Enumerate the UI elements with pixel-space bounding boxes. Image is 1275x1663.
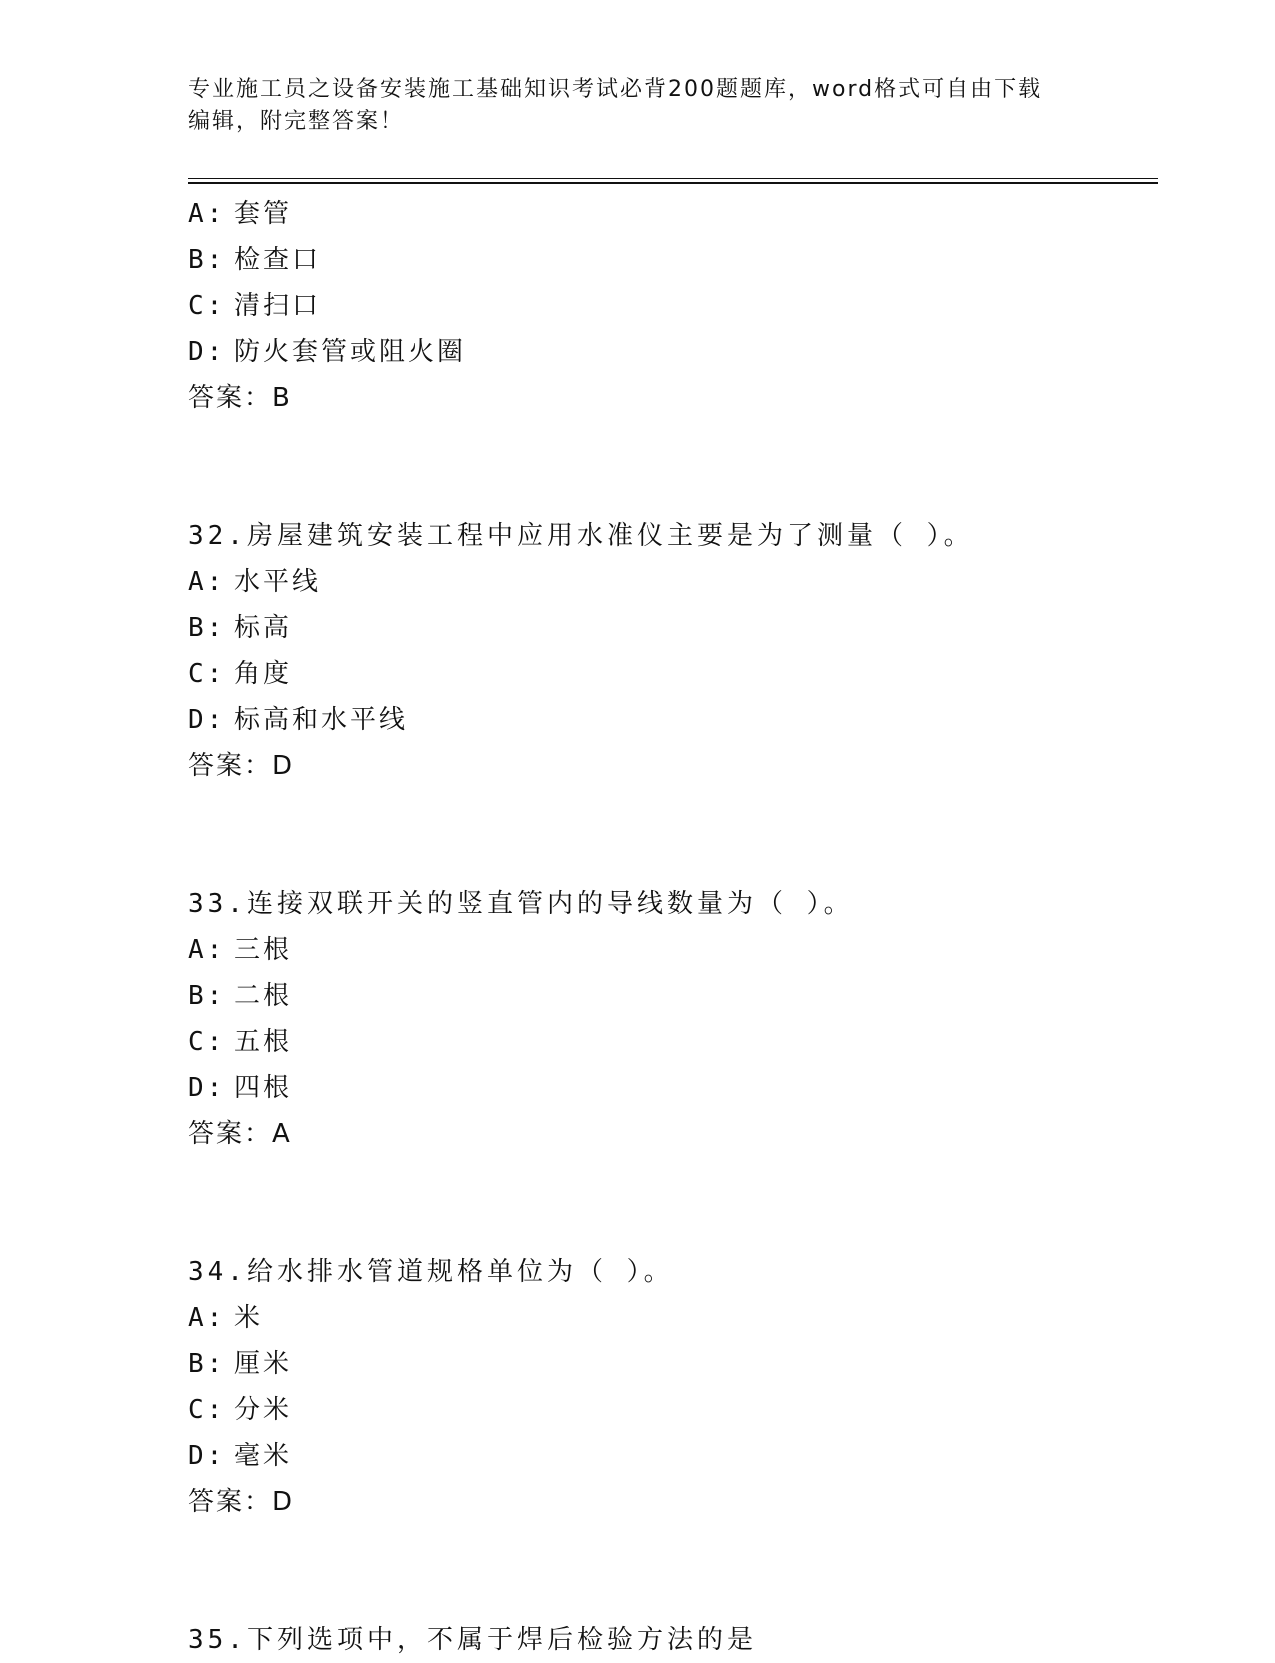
option-key: A: [188,935,226,965]
option-key: D: [188,1441,226,1471]
option-text: 清扫口 [234,291,322,321]
option-text: 水平线 [234,567,322,597]
option-key: B: [188,245,226,275]
answer-line: 答案：D [188,751,295,781]
option-key: C: [188,291,226,321]
option-key: D: [188,705,226,735]
option-d [188,1065,1158,1111]
question-stem: 33.连接双联开关的竖直管内的导线数量为（ ）。 [188,889,854,919]
spacer [188,789,1158,881]
document-header [188,74,1088,138]
option-text: 标高 [234,613,293,643]
option-c [188,1019,1158,1065]
option-a [188,559,1158,605]
option-key: B: [188,981,226,1011]
option-text: 角度 [234,659,293,689]
option-c [188,1387,1158,1433]
option-c [188,283,1158,329]
option-text: 防火套管或阻火圈 [234,337,467,367]
spacer [188,421,1158,513]
question-block-35 [188,1617,1158,1663]
option-text: 二根 [234,981,293,1011]
spacer [188,1157,1158,1249]
option-d [188,697,1158,743]
option-text: 五根 [234,1027,293,1057]
answer-line: 答案：D [188,1487,295,1517]
option-key: D: [188,337,226,367]
option-text: 分米 [234,1395,293,1425]
option-d [188,329,1158,375]
option-b [188,1341,1158,1387]
question-block-33 [188,881,1158,1157]
option-b [188,237,1158,283]
answer-line: 答案：A [188,1119,292,1149]
option-key: D: [188,1073,226,1103]
spacer [188,1525,1158,1617]
option-key: C: [188,1395,226,1425]
option-text: 四根 [234,1073,293,1103]
option-d [188,1433,1158,1479]
option-key: B: [188,1349,226,1379]
answer-line: 答案：B [188,383,292,413]
option-c [188,651,1158,697]
option-b [188,973,1158,1019]
option-text: 检查口 [234,245,322,275]
header-line-1: 专业施工员之设备安装施工基础知识考试必背200题题库，word格式可自由下载 [188,77,1043,102]
question-stem: 32.房屋建筑安装工程中应用水准仪主要是为了测量（ ）。 [188,521,974,551]
option-key: A: [188,1303,226,1333]
question-block-carryover [188,191,1158,421]
question-stem: 34.给水排水管道规格单位为（ ）。 [188,1257,674,1287]
option-key: C: [188,1027,226,1057]
option-key: C: [188,659,226,689]
question-list [188,191,1158,1663]
header-divider-thick [188,182,1158,184]
option-text: 厘米 [234,1349,293,1379]
header-line-2: 编辑，附完整答案！ [188,109,405,134]
option-text: 套管 [234,199,293,229]
option-key: B: [188,613,226,643]
option-key: A: [188,567,226,597]
question-stem: 35.下列选项中，不属于焊后检验方法的是 [188,1625,757,1655]
option-text: 标高和水平线 [234,705,409,735]
question-block-32 [188,513,1158,789]
option-text: 米 [234,1303,264,1333]
option-a [188,1295,1158,1341]
option-a [188,191,1158,237]
option-key: A: [188,199,226,229]
question-block-34 [188,1249,1158,1525]
option-text: 毫米 [234,1441,293,1471]
header-divider-thin [188,178,1158,179]
option-text: 三根 [234,935,293,965]
option-a [188,927,1158,973]
option-b [188,605,1158,651]
